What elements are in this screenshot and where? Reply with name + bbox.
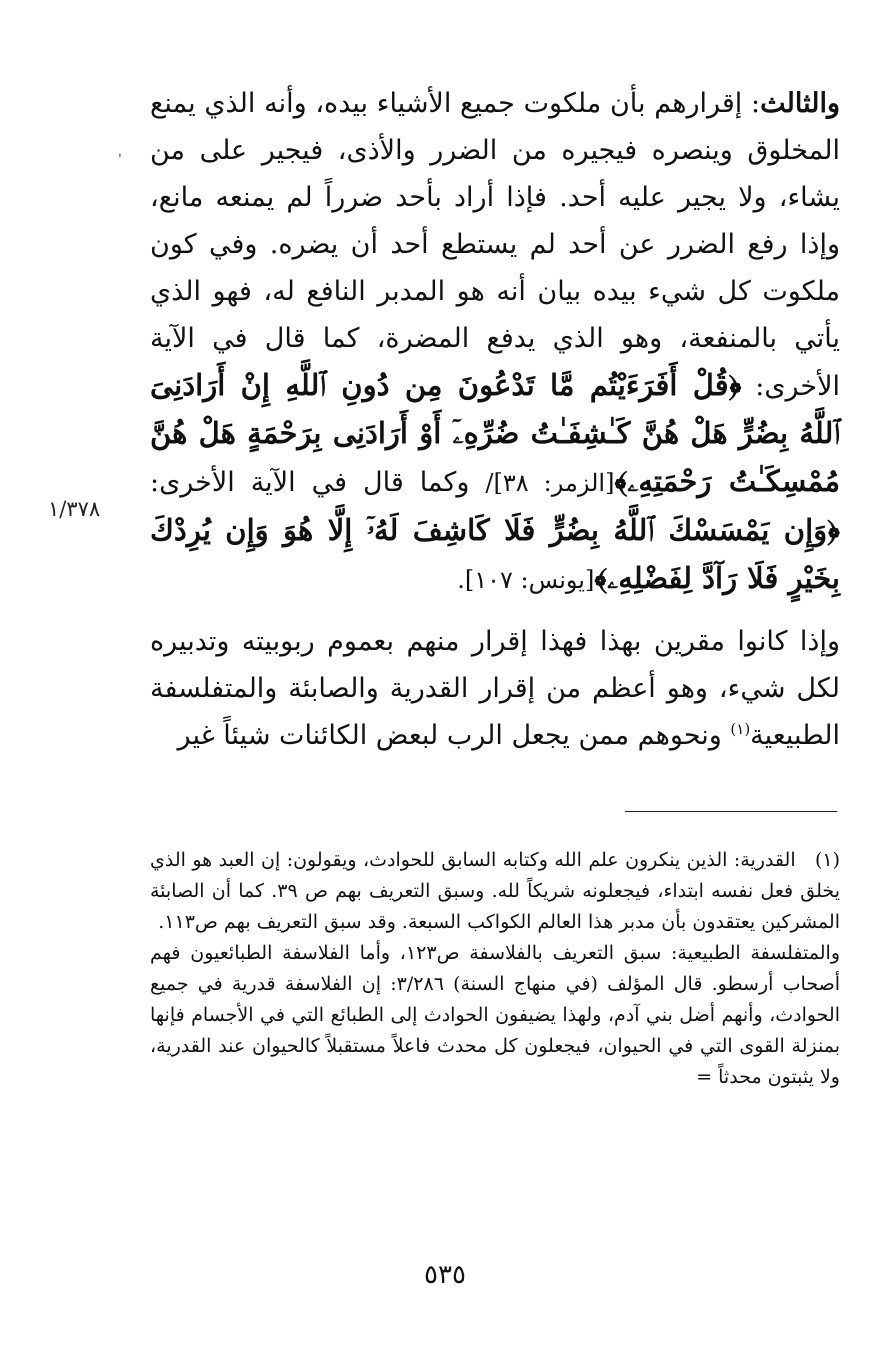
footnote-number: (١) xyxy=(814,849,840,871)
paragraph-text: وكما قال في الآية الأخرى: xyxy=(150,467,486,498)
main-text xyxy=(150,80,840,759)
paragraph-1 xyxy=(150,80,840,604)
paragraph-2 xyxy=(150,618,840,759)
page-number: ٥٣٥ xyxy=(424,1260,466,1290)
verse-reference: [الزمر: ٣٨]/ xyxy=(485,469,615,497)
quran-verse: ﴿وَإِن يَمْسَسْكَ ٱللَّهُ بِضُرٍّ فَلَا كَاشِفَ لَهُۥٓ إِلَّا هُوَ وَإِن يُرِدْكَ بِخَيْرٍ فَلَا رَآدَّ لِفَضْلِهِۦ﴾ xyxy=(150,513,840,595)
footnote-text: القدرية: الذين ينكرون علم الله وكتابه السابق للحوادث، ويقولون: إن العبد هو الذي يخلق فعل نفسه ابتداء، فيجعلونه شريكاً لله. وسبق التعريف بهم ص ٣٩. كما أن الصابئة المشركين يعتقدون بأن مدبر هذا العالم الكواكب السبعة. وقد سبق التعريف بهم ص١١٣. xyxy=(150,849,840,933)
paragraph-text: ونحوهم ممن يجعل الرب لبعض الكائنات شيئاً غير xyxy=(177,720,731,751)
footnote-marker: (١) xyxy=(730,720,751,738)
manuscript-page-reference: ١/٣٧٨ xyxy=(48,497,101,521)
footnote-paragraph-1 xyxy=(150,845,840,938)
paragraph-text: وإذا كانوا مقرين بهذا فهذا إقرار منهم بعموم ربوبيته وتدبيره لكل شيء، وهو أعظم من إقرار القدرية والصابئة والمتفلسفة الطبيعية xyxy=(150,626,840,751)
verse-reference: [يونس: ١٠٧]. xyxy=(457,566,595,594)
paragraph-text: : إقرارهم بأن ملكوت جميع الأشياء بيده، وأنه الذي يمنع المخلوق وينصره فيجيره من الضرر والأذى، فيجير على من يشاء، ولا يجير عليه أحد. فإذا أراد بأحد ضرراً لم يمنعه مانع، وإذا رفع الضرر عن أحد لم يستطع أحد أن يضره. وفي كون ملكوت كل شيء بيده بيان أنه هو المدبر النافع له، فهو الذي يأتي بالمنفعة، وهو الذي يدفع المضرة، كما قال في الآية الأخرى: xyxy=(150,88,840,402)
paragraph-lead: والثالث xyxy=(760,88,840,119)
margin-tick-mark: ' xyxy=(118,152,122,168)
quran-verse: ﴿قُلْ أَفَرَءَيْتُم مَّا تَدْعُونَ مِن دُونِ ٱللَّهِ إِنْ أَرَادَنِىَ ٱللَّهُ بِضُرٍّ هَلْ هُنَّ كَـٰشِفَـٰتُ ضُرِّهِۦٓ أَوْ أَرَادَنِى بِرَحْمَةٍ هَلْ هُنَّ مُمْسِكَـٰتُ رَحْمَتِهِۦ﴾ xyxy=(150,368,840,498)
footnote-divider xyxy=(625,811,837,812)
footnote-paragraph-2: والمتفلسفة الطبيعية: سبق التعريف بالفلاسفة ص١٢٣، وأما الفلاسفة الطبائعيون فهم أصحاب أرسطو. قال المؤلف (في منهاج السنة) ٣/٢٨٦: إن الفلاسفة قدرية في جميع الحوادث، وأنهم أضل بني آدم، ولهذا يضيفون الحوادث إلى الطبائع التي في الأجسام فإنها بمنزلة القوى التي في الحيوان، فيجعلون كل محدث فاعلاً مستقبلاً كالحيوان عند القدرية، ولا يثبتون محدثاً = xyxy=(150,942,841,1088)
footnote xyxy=(150,845,840,1093)
